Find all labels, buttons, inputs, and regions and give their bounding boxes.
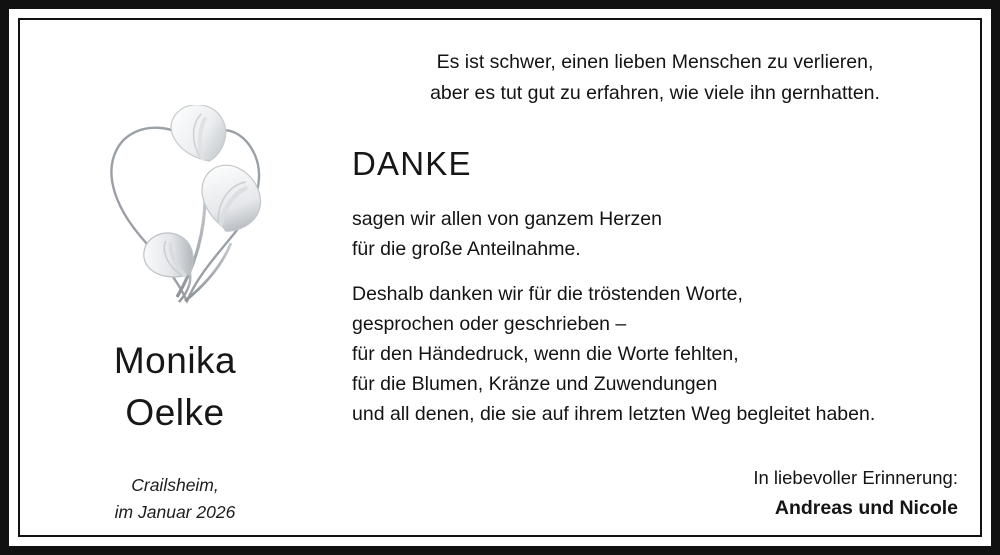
heart-with-calla-lilies-icon bbox=[55, 105, 305, 315]
deceased-name bbox=[20, 335, 330, 439]
place-text: Crailsheim, bbox=[131, 475, 219, 495]
thanks-p1-line-2: für die große Anteilnahme. bbox=[352, 238, 581, 260]
thanks-p2-line-5: und all denen, die sie auf ihrem letzten Weg begleitet haben. bbox=[352, 403, 876, 425]
closing-line: In liebevoller Erinnerung: bbox=[753, 467, 958, 488]
thanks-p2-line-1: Deshalb danken wir für die tröstenden Worte, bbox=[352, 283, 743, 305]
deceased-last-name: Oelke bbox=[125, 392, 225, 433]
left-column bbox=[20, 20, 330, 535]
thanks-paragraph-2 bbox=[352, 279, 875, 429]
thanks-p2-line-3: für den Händedruck, wenn die Worte fehlten, bbox=[352, 343, 739, 365]
thanks-p1-line-1: sagen wir allen von ganzem Herzen bbox=[352, 208, 663, 230]
thanks-text bbox=[352, 204, 875, 429]
date-text: im Januar 2026 bbox=[114, 502, 236, 522]
verse-text bbox=[330, 47, 980, 109]
thanks-p2-line-2: gesprochen oder geschrieben – bbox=[352, 313, 627, 335]
notice-inner-frame bbox=[18, 18, 982, 537]
closing-block bbox=[753, 463, 958, 523]
verse-line-1: Es ist schwer, einen lieben Menschen zu verlieren, bbox=[436, 51, 874, 73]
deceased-first-name: Monika bbox=[113, 340, 237, 381]
family-names: Andreas und Nicole bbox=[774, 497, 958, 519]
place-and-date bbox=[20, 472, 330, 526]
thanks-p2-line-4: für die Blumen, Kränze und Zuwendungen bbox=[352, 373, 718, 395]
thanks-paragraph-1 bbox=[352, 204, 875, 264]
right-column bbox=[330, 20, 980, 535]
danke-heading: DANKE bbox=[352, 145, 472, 182]
verse-line-2: aber es tut gut zu erfahren, wie viele ihn gernhatten. bbox=[430, 82, 880, 104]
